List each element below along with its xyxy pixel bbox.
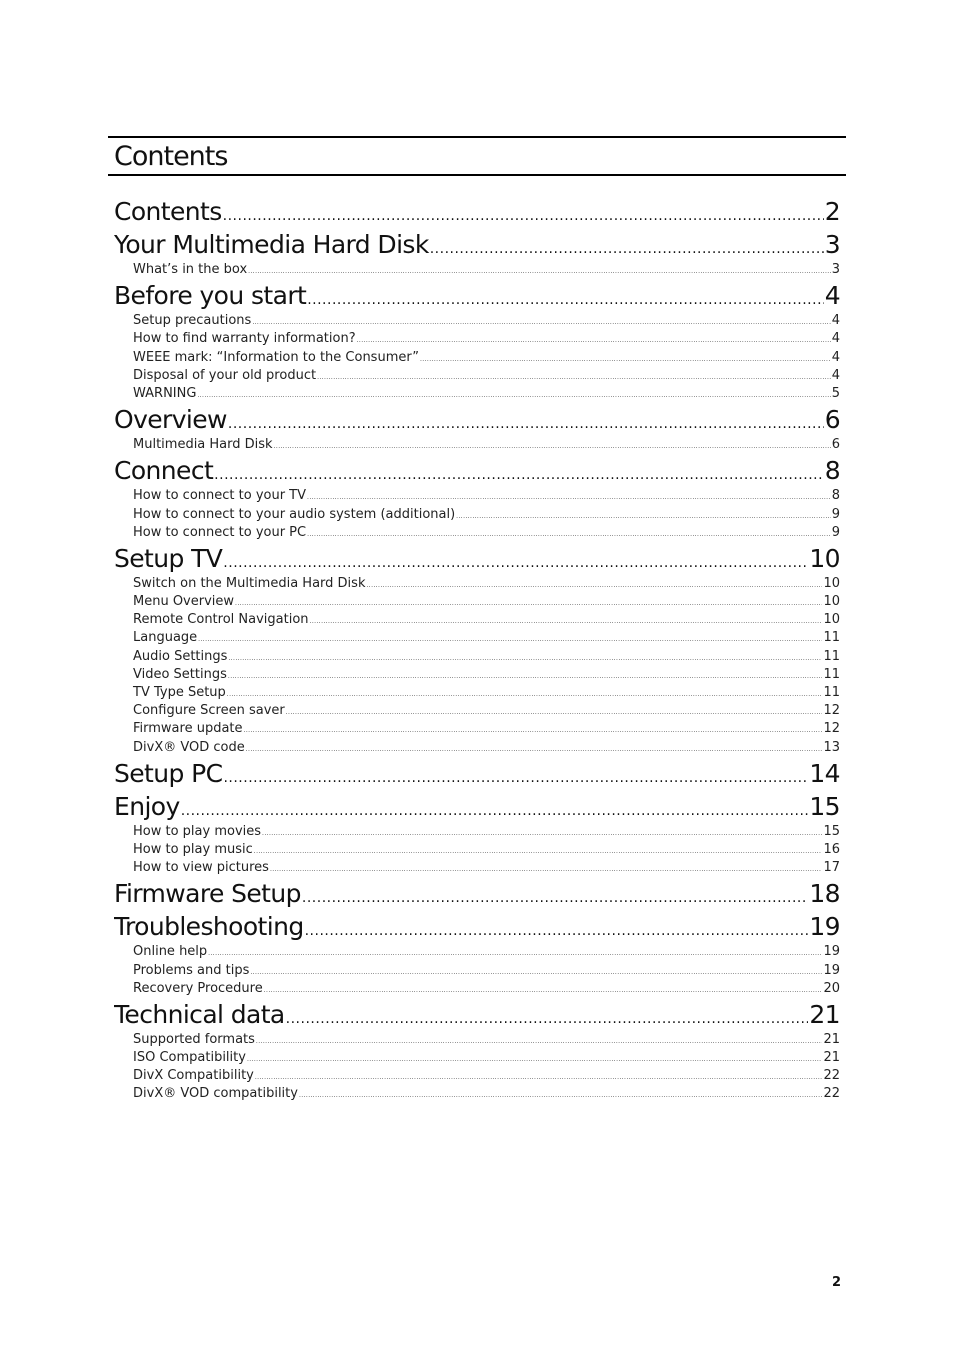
dot-leader	[255, 1067, 823, 1085]
dot-leader	[307, 279, 823, 312]
table-of-contents	[114, 195, 840, 1104]
dot-leader	[456, 506, 831, 524]
dot-leader	[286, 998, 809, 1031]
toc-section	[114, 454, 840, 542]
toc-subentry-page: 11	[823, 685, 840, 700]
toc-chapter-entry[interactable]	[114, 757, 840, 790]
dot-leader	[317, 367, 831, 385]
toc-chapter-title: Firmware Setup	[114, 879, 301, 909]
toc-subentry-page: 15	[823, 823, 840, 839]
toc-subentry-title: Online help	[133, 944, 208, 960]
toc-chapter-page: 14	[809, 758, 840, 788]
dot-leader	[246, 739, 823, 757]
toc-chapter-title: Troubleshooting	[114, 912, 304, 942]
toc-subentry-page: 4	[831, 367, 840, 383]
toc-subentry-title: How to view pictures	[133, 860, 269, 876]
toc-chapter-page: 6	[824, 405, 840, 435]
toc-subentry[interactable]	[114, 524, 840, 542]
toc-subentry[interactable]	[114, 629, 840, 647]
dot-leader	[420, 349, 831, 367]
toc-subentry[interactable]	[114, 823, 840, 841]
toc-chapter-entry[interactable]	[114, 454, 840, 487]
toc-subentry[interactable]	[114, 611, 840, 629]
toc-chapter-entry[interactable]	[114, 877, 840, 910]
dot-leader	[254, 841, 823, 859]
dot-leader	[262, 823, 822, 841]
dot-leader	[223, 195, 824, 228]
toc-subentry-title: Multimedia Hard Disk	[133, 437, 273, 453]
toc-subentry-title: What’s in the box	[133, 262, 248, 277]
toc-subentry[interactable]	[114, 1085, 840, 1103]
toc-chapter-entry[interactable]	[114, 790, 840, 823]
toc-subentry-page: 19	[823, 944, 840, 960]
toc-subentry-title: Language	[133, 630, 198, 646]
toc-subentry-page: 10	[823, 612, 840, 628]
toc-subentry-page: 20	[823, 980, 840, 996]
toc-subentry[interactable]	[114, 1049, 840, 1067]
toc-subentry-title: Problems and tips	[133, 962, 250, 978]
toc-chapter-title: Before you start	[114, 281, 307, 311]
dot-leader	[244, 720, 823, 738]
toc-chapter-entry[interactable]	[114, 279, 840, 312]
toc-chapter-page: 10	[809, 543, 840, 573]
toc-section	[114, 542, 840, 757]
toc-subentry-title: How to find warranty information?	[133, 331, 356, 347]
toc-subentry-page: 3	[831, 262, 840, 277]
toc-subentry-title: Menu Overview	[133, 594, 235, 610]
toc-subentry-title: ISO Compatibility	[133, 1050, 246, 1066]
toc-subentry-page: 19	[823, 962, 840, 978]
dot-leader	[286, 702, 823, 720]
toc-chapter-entry[interactable]	[114, 228, 840, 261]
toc-subentry[interactable]	[114, 684, 840, 702]
dot-leader	[181, 790, 809, 823]
toc-chapter-page: 4	[824, 281, 840, 311]
toc-subentry[interactable]	[114, 943, 840, 961]
dot-leader	[247, 1049, 823, 1067]
toc-chapter-entry[interactable]	[114, 403, 840, 436]
toc-subentry-title: How to connect to your PC	[133, 524, 307, 540]
dot-leader	[248, 261, 831, 279]
toc-section	[114, 998, 840, 1104]
toc-chapter-entry[interactable]	[114, 910, 840, 943]
toc-subentry-title: DivX® VOD code	[133, 739, 245, 755]
dot-leader	[357, 330, 831, 348]
toc-subentry[interactable]	[114, 385, 840, 403]
dot-leader	[307, 487, 831, 505]
toc-subentry-page: 22	[823, 1068, 840, 1084]
toc-chapter-title: Your Multimedia Hard Disk	[114, 230, 429, 259]
toc-subentry-title: How to connect to your audio system (additional)	[133, 506, 456, 522]
toc-subentry-page: 10	[823, 575, 840, 591]
toc-chapter-page: 21	[809, 999, 840, 1029]
dot-leader	[270, 859, 823, 877]
dot-leader	[299, 1085, 822, 1103]
page-title: Contents	[114, 141, 228, 172]
toc-subentry-title: Recovery Procedure	[133, 980, 263, 996]
toc-subentry[interactable]	[114, 739, 840, 757]
toc-subentry[interactable]	[114, 349, 840, 367]
dot-leader	[250, 962, 822, 980]
toc-section	[114, 790, 840, 878]
toc-subentry-page: 11	[823, 630, 840, 646]
dot-leader	[208, 943, 822, 961]
toc-subentry-page: 13	[823, 739, 840, 755]
toc-chapter-title: Enjoy	[114, 791, 180, 821]
toc-subentry[interactable]	[114, 720, 840, 738]
toc-subentry-title: Firmware update	[133, 721, 243, 737]
toc-subentry[interactable]	[114, 702, 840, 720]
toc-subentry-page: 5	[831, 385, 840, 401]
toc-chapter-title: Technical data	[114, 999, 285, 1029]
dot-leader	[228, 403, 824, 436]
toc-subentry-page: 21	[823, 1031, 840, 1047]
toc-section	[114, 877, 840, 910]
toc-subentry[interactable]	[114, 962, 840, 980]
toc-subentry-title: WEEE mark: “Information to the Consumer”	[133, 349, 419, 365]
toc-subentry-title: Configure Screen saver	[133, 703, 285, 719]
toc-chapter-title: Overview	[114, 405, 227, 435]
toc-chapter-page: 3	[824, 230, 840, 259]
toc-subentry[interactable]	[114, 859, 840, 877]
toc-subentry-page: 4	[831, 313, 840, 329]
toc-section	[114, 403, 840, 454]
toc-subentry-page: 16	[823, 841, 840, 857]
toc-subentry-page: 11	[823, 648, 840, 664]
dot-leader	[197, 385, 830, 403]
toc-subentry[interactable]	[114, 1031, 840, 1049]
dot-leader	[223, 757, 808, 790]
toc-subentry-page: 21	[823, 1050, 840, 1066]
toc-subentry-title: DivX Compatibility	[133, 1068, 254, 1084]
dot-leader	[305, 910, 809, 943]
toc-chapter-entry[interactable]	[114, 998, 840, 1031]
toc-subentry-title: Audio Settings	[133, 648, 228, 664]
dot-leader	[366, 575, 822, 593]
toc-chapter-page: 15	[809, 791, 840, 821]
toc-subentry[interactable]	[114, 506, 840, 524]
toc-subentry-title: Supported formats	[133, 1031, 255, 1047]
toc-subentry[interactable]	[114, 1067, 840, 1085]
toc-subentry-page: 6	[831, 437, 840, 453]
toc-subentry[interactable]	[114, 980, 840, 998]
toc-chapter-page: 18	[809, 879, 840, 909]
toc-subentry[interactable]	[114, 487, 840, 505]
toc-subentry-page: 22	[823, 1086, 840, 1102]
toc-subentry-title: How to play movies	[133, 823, 262, 839]
dot-leader	[264, 980, 823, 998]
toc-subentry-page: 10	[823, 594, 840, 610]
dot-leader	[214, 454, 824, 487]
toc-section	[114, 910, 840, 998]
toc-subentry-page: 12	[823, 703, 840, 719]
toc-subentry-title: TV Type Setup	[133, 685, 226, 700]
toc-subentry[interactable]	[114, 666, 840, 684]
toc-chapter-entry[interactable]	[114, 542, 840, 575]
dot-leader	[430, 228, 824, 261]
toc-subentry-page: 12	[823, 721, 840, 737]
toc-section	[114, 228, 840, 279]
toc-subentry[interactable]	[114, 436, 840, 454]
toc-subentry[interactable]	[114, 367, 840, 385]
toc-subentry[interactable]	[114, 261, 840, 279]
toc-subentry[interactable]	[114, 575, 840, 593]
toc-chapter-title: Contents	[114, 197, 222, 226]
toc-chapter-title: Setup PC	[114, 758, 223, 788]
toc-subentry-page: 8	[831, 488, 840, 504]
toc-subentry[interactable]	[114, 312, 840, 330]
toc-subentry[interactable]	[114, 841, 840, 859]
dot-leader	[227, 684, 823, 702]
toc-subentry-title: Disposal of your old product	[133, 367, 317, 383]
toc-subentry-title: Setup precautions	[133, 313, 252, 329]
dot-leader	[223, 542, 808, 575]
dot-leader	[235, 593, 822, 611]
page-number: 2	[832, 1275, 842, 1290]
dot-leader	[307, 524, 831, 542]
toc-chapter-entry[interactable]	[114, 195, 840, 228]
toc-subentry[interactable]	[114, 330, 840, 348]
toc-subentry-page: 4	[831, 331, 840, 347]
toc-subentry-page: 11	[823, 666, 840, 682]
dot-leader	[302, 877, 808, 910]
toc-section	[114, 279, 840, 403]
toc-subentry-title: Remote Control Navigation	[133, 612, 309, 628]
dot-leader	[252, 312, 830, 330]
toc-subentry-page: 17	[823, 860, 840, 876]
toc-chapter-page: 19	[809, 912, 840, 942]
dot-leader	[256, 1031, 823, 1049]
page-header	[108, 136, 846, 176]
toc-subentry-title: WARNING	[133, 385, 197, 401]
toc-subentry[interactable]	[114, 648, 840, 666]
toc-chapter-page: 2	[824, 197, 840, 226]
toc-subentry[interactable]	[114, 593, 840, 611]
toc-section	[114, 757, 840, 790]
toc-chapter-title: Connect	[114, 456, 214, 486]
toc-subentry-title: DivX® VOD compatibility	[133, 1086, 298, 1102]
toc-subentry-page: 9	[831, 524, 840, 540]
dot-leader	[274, 436, 831, 454]
toc-chapter-page: 8	[824, 456, 840, 486]
toc-section	[114, 195, 840, 228]
toc-subentry-title: Video Settings	[133, 666, 227, 682]
toc-subentry-page: 9	[831, 506, 840, 522]
dot-leader	[228, 648, 822, 666]
toc-subentry-page: 4	[831, 349, 840, 365]
toc-chapter-title: Setup TV	[114, 543, 223, 573]
dot-leader	[198, 629, 822, 647]
toc-subentry-title: How to connect to your TV	[133, 488, 307, 504]
dot-leader	[310, 611, 823, 629]
toc-subentry-title: Switch on the Multimedia Hard Disk	[133, 575, 366, 591]
toc-subentry-title: How to play music	[133, 841, 253, 857]
dot-leader	[228, 666, 823, 684]
